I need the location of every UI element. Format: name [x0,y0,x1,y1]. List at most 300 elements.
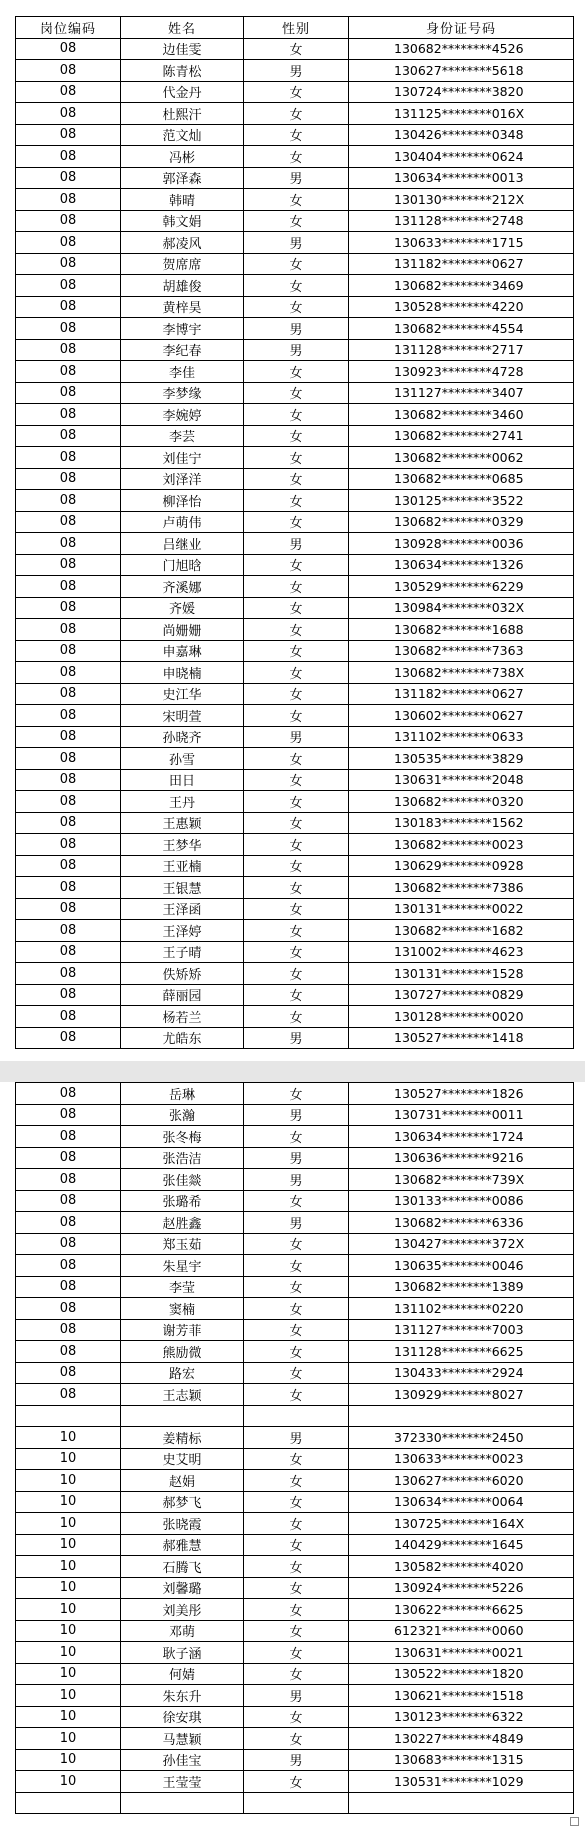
cell-position-code: 08 [16,941,121,963]
cell-gender: 男 [244,533,349,555]
cell-gender: 女 [244,1255,349,1277]
table-row [16,1556,574,1578]
cell-position-code: 08 [16,920,121,942]
cell-position-code: 08 [16,1083,121,1105]
cell-gender: 女 [244,1083,349,1105]
cell-position-code: 08 [16,898,121,920]
cell-id-number: 130634********1326 [349,554,574,576]
cell-position-code: 08 [16,339,121,361]
cell-gender: 女 [244,1384,349,1406]
cell-gender: 男 [244,1685,349,1707]
cell-id-number: 130682********7386 [349,877,574,899]
cell-position-code: 08 [16,1341,121,1363]
cell-position-code: 10 [16,1749,121,1771]
cell-gender: 男 [244,60,349,82]
cell-id-number: 130123********6322 [349,1706,574,1728]
cell-id-number: 131128********6625 [349,1341,574,1363]
cell-name: 郝雅慧 [121,1534,244,1556]
cell-gender: 女 [244,275,349,297]
table-row [16,662,574,684]
table-row [16,554,574,576]
cell-id-number [349,1792,574,1814]
cell-gender: 男 [244,1169,349,1191]
cell-gender: 女 [244,382,349,404]
cell-gender: 女 [244,963,349,985]
table-row [16,877,574,899]
cell-id-number: 130682********1688 [349,619,574,641]
cell-position-code: 08 [16,812,121,834]
cell-id-number: 130527********1826 [349,1083,574,1105]
cell-gender: 女 [244,877,349,899]
cell-position-code [16,1405,121,1427]
cell-name: 韩晴 [121,189,244,211]
cell-position-code: 08 [16,1006,121,1028]
cell-gender: 女 [244,1298,349,1320]
cell-name: 王泽婷 [121,920,244,942]
cell-gender: 女 [244,554,349,576]
cell-name: 韩文娟 [121,210,244,232]
cell-gender: 女 [244,1556,349,1578]
cell-name: 赵娟 [121,1470,244,1492]
table-row [16,189,574,211]
table-row [16,1728,574,1750]
cell-id-number: 130528********4220 [349,296,574,318]
cell-position-code: 08 [16,511,121,533]
table-row [16,1169,574,1191]
cell-id-number: 131182********0627 [349,253,574,275]
cell-id-number: 130984********032X [349,597,574,619]
cell-id-number: 130227********4849 [349,1728,574,1750]
cell-position-code [16,1792,121,1814]
table-row [16,1405,574,1427]
table-row [16,1147,574,1169]
cell-gender: 男 [244,1104,349,1126]
cell-position-code: 10 [16,1642,121,1664]
cell-name: 赵胜鑫 [121,1212,244,1234]
cell-position-code: 08 [16,1190,121,1212]
cell-name: 孙佳宝 [121,1749,244,1771]
cell-id-number: 130634********0013 [349,167,574,189]
table-row [16,1190,574,1212]
cell-position-code: 08 [16,189,121,211]
cell-id-number: 131182********0627 [349,683,574,705]
cell-id-number: 130130********212X [349,189,574,211]
cell-name: 路宏 [121,1362,244,1384]
cell-name: 何婧 [121,1663,244,1685]
cell-position-code: 08 [16,984,121,1006]
cell-position-code: 08 [16,748,121,770]
table-row [16,1104,574,1126]
cell-name: 张佳燚 [121,1169,244,1191]
cell-position-code: 08 [16,1362,121,1384]
cell-gender: 女 [244,1513,349,1535]
table-row [16,1534,574,1556]
cell-gender: 女 [244,769,349,791]
cell-id-number: 130682********739X [349,1169,574,1191]
cell-position-code: 08 [16,554,121,576]
cell-position-code: 08 [16,705,121,727]
table-row [16,1255,574,1277]
table-row [16,640,574,662]
cell-name: 史艾明 [121,1448,244,1470]
cell-gender: 女 [244,791,349,813]
cell-id-number: 130682********7363 [349,640,574,662]
cell-name: 史江华 [121,683,244,705]
cell-id-number: 130602********0627 [349,705,574,727]
cell-position-code: 10 [16,1448,121,1470]
cell-id-number: 130433********2924 [349,1362,574,1384]
table-row [16,941,574,963]
cell-name: 贺席席 [121,253,244,275]
cell-gender: 女 [244,920,349,942]
cell-gender: 男 [244,339,349,361]
cell-gender: 女 [244,1534,349,1556]
table-row [16,1771,574,1793]
cell-id-number: 130629********0928 [349,855,574,877]
cell-name: 佚矫矫 [121,963,244,985]
cell-gender: 女 [244,597,349,619]
cell-name: 胡雄俊 [121,275,244,297]
cell-name: 薛丽园 [121,984,244,1006]
cell-gender: 女 [244,1448,349,1470]
table-row [16,576,574,598]
cell-id-number: 130682********1389 [349,1276,574,1298]
cell-name: 刘美彤 [121,1599,244,1621]
cell-id-number: 130621********1518 [349,1685,574,1707]
cell-position-code: 08 [16,834,121,856]
cell-position-code: 08 [16,210,121,232]
cell-id-number: 130582********4020 [349,1556,574,1578]
table-row [16,855,574,877]
cell-name: 范文灿 [121,124,244,146]
cell-name: 朱星宇 [121,1255,244,1277]
cell-gender: 女 [244,834,349,856]
cell-position-code: 10 [16,1706,121,1728]
table-row [16,812,574,834]
cell-gender: 女 [244,1728,349,1750]
table-row [16,1276,574,1298]
cell-id-number: 130682********0685 [349,468,574,490]
cell-name: 陈青松 [121,60,244,82]
cell-gender: 女 [244,210,349,232]
cell-position-code: 10 [16,1427,121,1449]
cell-position-code: 08 [16,296,121,318]
table-row [16,748,574,770]
cell-name: 熊励微 [121,1341,244,1363]
cell-gender: 女 [244,81,349,103]
cell-name: 朱东升 [121,1685,244,1707]
table-row [16,834,574,856]
table-row [16,447,574,469]
header-id-number: 身份证号码 [349,17,574,39]
cell-gender: 女 [244,1276,349,1298]
cell-id-number: 130131********1528 [349,963,574,985]
cell-name: 尤皓东 [121,1027,244,1049]
cell-gender: 女 [244,1771,349,1793]
cell-gender: 女 [244,576,349,598]
cell-position-code: 08 [16,124,121,146]
cell-position-code: 08 [16,533,121,555]
cell-id-number: 130535********3829 [349,748,574,770]
cell-gender: 女 [244,1126,349,1148]
cell-name: 王莹莹 [121,1771,244,1793]
cell-gender: 女 [244,1642,349,1664]
cell-id-number: 130635********0046 [349,1255,574,1277]
cell-gender: 女 [244,619,349,641]
cell-id-number: 130682********0329 [349,511,574,533]
cell-name: 申嘉琳 [121,640,244,662]
table-row [16,1470,574,1492]
cell-id-number: 131102********0633 [349,726,574,748]
cell-id-number: 130131********0022 [349,898,574,920]
cell-id-number: 130634********1724 [349,1126,574,1148]
cell-position-code: 08 [16,791,121,813]
cell-gender: 女 [244,855,349,877]
table-row [16,1233,574,1255]
cell-position-code: 08 [16,361,121,383]
cell-gender: 女 [244,124,349,146]
cell-id-number: 131002********4623 [349,941,574,963]
page-separator [0,1061,585,1082]
cell-name [121,1792,244,1814]
cell-name: 代金丹 [121,81,244,103]
cell-position-code: 08 [16,1104,121,1126]
table-row [16,1027,574,1049]
cell-gender: 女 [244,1577,349,1599]
cell-name: 郭泽森 [121,167,244,189]
cell-id-number: 140429********1645 [349,1534,574,1556]
cell-gender: 女 [244,662,349,684]
cell-position-code: 08 [16,576,121,598]
cell-id-number: 130682********4554 [349,318,574,340]
cell-name: 李婉婷 [121,404,244,426]
cell-gender: 男 [244,318,349,340]
cell-name: 窦楠 [121,1298,244,1320]
cell-name: 齐媛 [121,597,244,619]
cell-gender: 女 [244,683,349,705]
cell-id-number: 130634********0064 [349,1491,574,1513]
header-position-code: 岗位编码 [16,17,121,39]
cell-position-code: 08 [16,60,121,82]
table-row [16,490,574,512]
table-row [16,963,574,985]
cell-position-code: 08 [16,1276,121,1298]
table-row [16,511,574,533]
cell-id-number: 130682********6336 [349,1212,574,1234]
cell-id-number: 131127********3407 [349,382,574,404]
table-row [16,167,574,189]
header-row [16,17,574,39]
cell-name [121,1405,244,1427]
cell-gender: 女 [244,748,349,770]
cell-id-number: 130682********738X [349,662,574,684]
table-row [16,1706,574,1728]
cell-id-number: 130923********4728 [349,361,574,383]
cell-name: 孙晓齐 [121,726,244,748]
cell-gender: 女 [244,1233,349,1255]
table-row [16,103,574,125]
table-row [16,1006,574,1028]
cell-name: 徐安琪 [121,1706,244,1728]
cell-gender: 女 [244,984,349,1006]
table-row [16,1663,574,1685]
cell-position-code: 08 [16,662,121,684]
cell-id-number: 130682********0062 [349,447,574,469]
cell-position-code: 10 [16,1513,121,1535]
table-row [16,898,574,920]
cell-gender: 女 [244,1706,349,1728]
cell-name: 张晓霞 [121,1513,244,1535]
cell-id-number [349,1405,574,1427]
cell-position-code: 10 [16,1728,121,1750]
cell-id-number: 130682********4526 [349,38,574,60]
cell-position-code: 10 [16,1470,121,1492]
cell-gender: 女 [244,404,349,426]
cell-position-code: 08 [16,597,121,619]
cell-name: 郝凌风 [121,232,244,254]
cell-id-number: 612321********0060 [349,1620,574,1642]
cell-id-number: 130731********0011 [349,1104,574,1126]
cell-position-code: 10 [16,1685,121,1707]
table-row [16,468,574,490]
cell-name: 刘泽洋 [121,468,244,490]
cell-position-code: 08 [16,275,121,297]
cell-id-number: 130128********0020 [349,1006,574,1028]
cell-gender: 女 [244,1620,349,1642]
table-row [16,1577,574,1599]
cell-name: 张瀚 [121,1104,244,1126]
cell-name: 王泽函 [121,898,244,920]
header-gender: 性别 [244,17,349,39]
cell-position-code: 10 [16,1620,121,1642]
cell-id-number: 130529********6229 [349,576,574,598]
cell-id-number: 130522********1820 [349,1663,574,1685]
cell-id-number: 130631********0021 [349,1642,574,1664]
table-row [16,1427,574,1449]
cell-name: 黄梓昊 [121,296,244,318]
resize-handle-icon[interactable] [570,1817,579,1826]
table-row [16,1448,574,1470]
cell-position-code: 08 [16,855,121,877]
cell-id-number: 130133********0086 [349,1190,574,1212]
cell-id-number: 130633********1715 [349,232,574,254]
cell-name: 姜精标 [121,1427,244,1449]
table-row [16,361,574,383]
cell-gender: 男 [244,1027,349,1049]
cell-position-code: 08 [16,963,121,985]
cell-gender: 女 [244,898,349,920]
cell-position-code: 08 [16,103,121,125]
cell-id-number: 130682********3469 [349,275,574,297]
cell-id-number: 372330********2450 [349,1427,574,1449]
cell-position-code: 08 [16,253,121,275]
cell-position-code: 08 [16,1233,121,1255]
table-row [16,705,574,727]
table-row [16,1491,574,1513]
table-row [16,60,574,82]
cell-position-code: 10 [16,1491,121,1513]
roster-table-page-1 [15,16,574,1049]
cell-id-number: 130724********3820 [349,81,574,103]
cell-gender: 男 [244,232,349,254]
cell-name: 李纪春 [121,339,244,361]
cell-name: 郝梦飞 [121,1491,244,1513]
cell-name: 李博宇 [121,318,244,340]
table-row [16,210,574,232]
cell-name: 王子晴 [121,941,244,963]
table-row [16,339,574,361]
cell-id-number: 130929********8027 [349,1384,574,1406]
cell-position-code: 08 [16,167,121,189]
cell-gender: 女 [244,941,349,963]
cell-id-number: 130682********0320 [349,791,574,813]
cell-id-number: 130531********1029 [349,1771,574,1793]
cell-id-number: 130682********1682 [349,920,574,942]
cell-name: 杨若兰 [121,1006,244,1028]
cell-id-number: 130125********3522 [349,490,574,512]
table-row [16,1685,574,1707]
cell-gender: 女 [244,447,349,469]
table-row [16,1341,574,1363]
cell-gender: 女 [244,189,349,211]
cell-name: 冯彬 [121,146,244,168]
cell-gender: 女 [244,640,349,662]
table-row [16,425,574,447]
table-row [16,404,574,426]
table-row [16,1319,574,1341]
table-row [16,1126,574,1148]
table-row [16,146,574,168]
cell-position-code: 08 [16,490,121,512]
cell-gender: 男 [244,1427,349,1449]
cell-position-code: 08 [16,1298,121,1320]
table-row [16,1083,574,1105]
cell-position-code: 08 [16,81,121,103]
cell-gender: 女 [244,1470,349,1492]
cell-position-code: 10 [16,1556,121,1578]
cell-position-code: 08 [16,232,121,254]
cell-name: 李梦缘 [121,382,244,404]
cell-name: 耿子涵 [121,1642,244,1664]
cell-position-code: 10 [16,1663,121,1685]
cell-gender: 女 [244,38,349,60]
cell-name: 柳泽怡 [121,490,244,512]
cell-gender: 女 [244,253,349,275]
cell-id-number: 130183********1562 [349,812,574,834]
cell-name: 王银慧 [121,877,244,899]
cell-id-number: 131128********2748 [349,210,574,232]
table-row [16,1362,574,1384]
cell-name: 马慧颖 [121,1728,244,1750]
cell-position-code: 08 [16,726,121,748]
table-row [16,1599,574,1621]
cell-id-number: 130627********5618 [349,60,574,82]
cell-id-number: 130683********1315 [349,1749,574,1771]
cell-name: 李芸 [121,425,244,447]
table-row [16,296,574,318]
cell-id-number: 130682********3460 [349,404,574,426]
cell-id-number: 130622********6625 [349,1599,574,1621]
cell-id-number: 131128********2717 [349,339,574,361]
cell-name: 李莹 [121,1276,244,1298]
table-row [16,1384,574,1406]
cell-position-code: 08 [16,1212,121,1234]
cell-name: 尚姗姗 [121,619,244,641]
table-row [16,1513,574,1535]
cell-id-number: 130924********5226 [349,1577,574,1599]
table-row [16,769,574,791]
cell-gender: 女 [244,1599,349,1621]
